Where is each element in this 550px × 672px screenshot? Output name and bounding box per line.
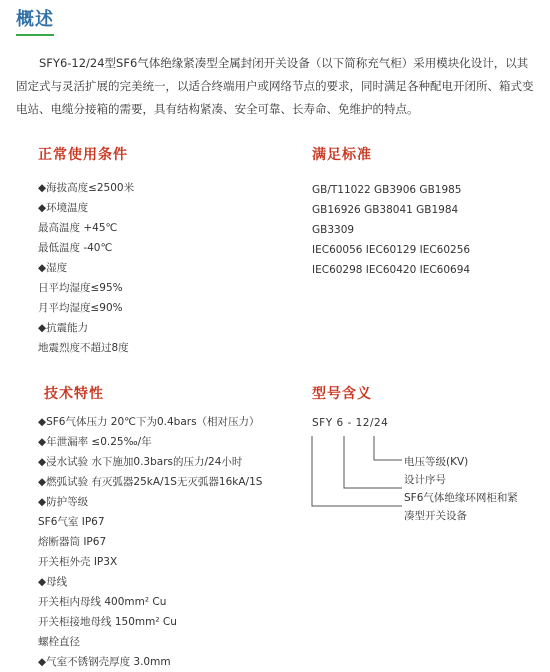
list-item: GB3309 — [312, 224, 355, 236]
list-item: 月平均湿度≤90% — [38, 302, 123, 314]
intro-paragraph: SFY6-12/24型SF6气体绝缘紧凑型全属封闭开关设备（以下简称充气柜）采用模块化设计，以其固定式与灵活扩展的完美统一，以适合终端用户或网络节点的要求，同时满足各种配电开闭所、箱式变电站、电缆分接箱的需要，具有结构紧凑、安全可靠、长寿命、免维护的特点。 — [16, 56, 534, 116]
standards-list — [312, 180, 470, 280]
list-item: IEC60298 IEC60420 IEC60694 — [312, 264, 471, 276]
list-item: 螺栓直径 — [38, 636, 80, 648]
list-item: ◆环境温度 — [38, 202, 89, 214]
list-item: 开关柜外壳 IP3X — [38, 556, 118, 568]
list-item: 开关柜接地母线 150mm² Cu — [38, 616, 177, 628]
list-item: 熔断器筒 IP67 — [38, 536, 107, 548]
conditions-list — [38, 178, 134, 358]
list-item: 开关柜内母线 400mm² Cu — [38, 596, 167, 608]
model-code: SFY 6 - 12/24 — [312, 417, 389, 429]
model-heading: 型号含义 — [312, 386, 372, 402]
list-item: ◆母线 — [38, 576, 68, 588]
list-item: ◆浸水试验 水下施加0.3bars的压力/24小时 — [38, 456, 243, 468]
title-underline — [16, 34, 54, 36]
legend-series-2: 凑型开关设备 — [404, 510, 467, 522]
model-tree-lines — [310, 430, 410, 510]
list-item: ◆海拔高度≤2500米 — [38, 182, 135, 194]
list-item: 最高温度 +45℃ — [38, 222, 118, 234]
specs-heading: 技术特性 — [44, 386, 104, 402]
list-item: 最低温度 -40℃ — [38, 242, 113, 254]
page-title: 概述 — [16, 9, 54, 30]
standards-heading: 满足标准 — [312, 147, 372, 163]
list-item: GB16926 GB38041 GB1984 — [312, 204, 459, 216]
conditions-heading: 正常使用条件 — [38, 147, 128, 163]
list-item: ◆湿度 — [38, 262, 68, 274]
list-item: 地震烈度不超过8度 — [38, 342, 129, 354]
legend-design: 设计序号 — [404, 474, 446, 486]
list-item: SF6气室 IP67 — [38, 516, 105, 528]
list-item: ◆燃弧试验 有灭弧器25kA/1S无灭弧器16kA/1S — [38, 476, 263, 488]
list-item: IEC60056 IEC60129 IEC60256 — [312, 244, 471, 256]
list-item: GB/T11022 GB3906 GB1985 — [312, 184, 462, 196]
list-item: ◆年泄漏率 ≤0.25‰/年 — [38, 436, 152, 448]
list-item: ◆气室不锈钢壳厚度 3.0mm — [38, 656, 171, 668]
list-item: ◆防护等级 — [38, 496, 89, 508]
title-block — [16, 8, 54, 32]
legend-series-1: SF6气体绝缘环网柜和紧 — [404, 492, 518, 504]
legend-voltage: 电压等级(KV) — [404, 456, 469, 468]
specs-list — [38, 412, 262, 672]
list-item: ◆抗震能力 — [38, 322, 89, 334]
tree-line-design — [344, 436, 402, 488]
list-item: 日平均湿度≤95% — [38, 282, 123, 294]
tree-line-series — [312, 436, 402, 506]
tree-line-voltage — [374, 436, 402, 460]
list-item: ◆SF6气体压力 20℃下为0.4bars（相对压力） — [38, 416, 260, 428]
